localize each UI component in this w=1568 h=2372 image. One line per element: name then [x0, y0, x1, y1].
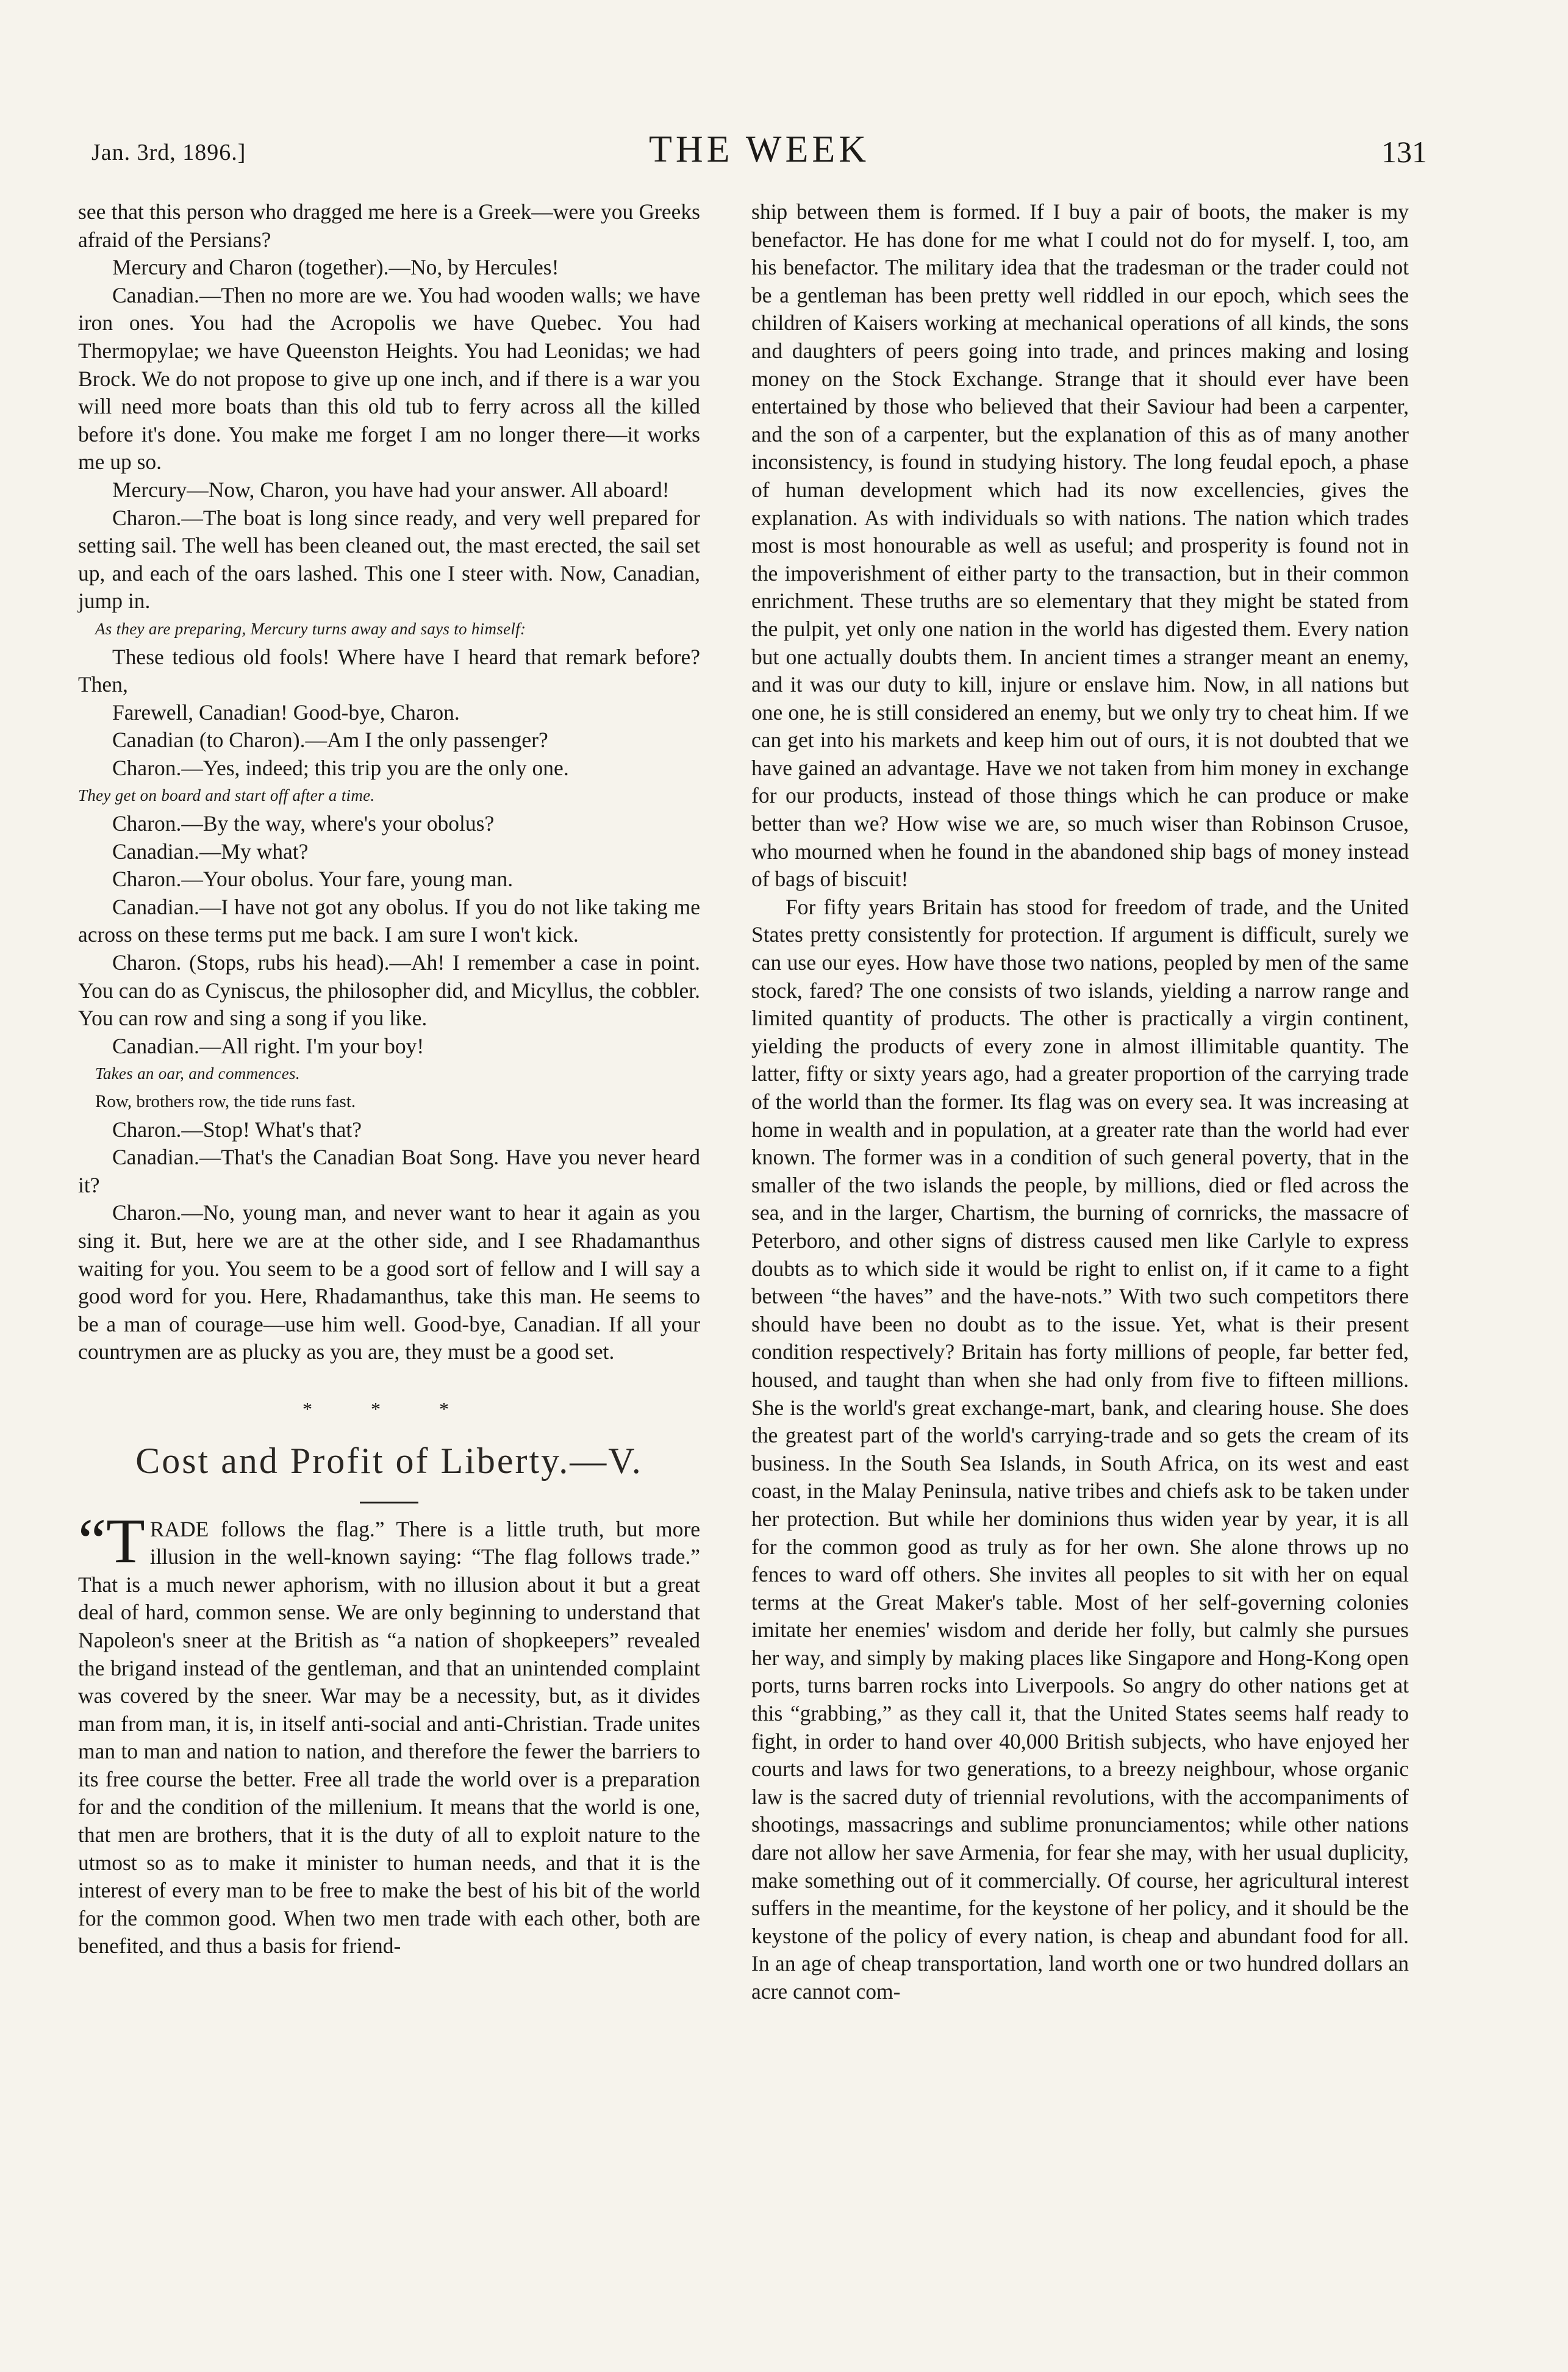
dialogue-line: Mercury—Now, Charon, you have had your answer. All aboard! — [112, 477, 670, 502]
issue-date: Jan. 3rd, 1896.] — [91, 140, 246, 165]
dialogue-line: Canadian.—Then no more are we. You had wooden walls; we have iron ones. You had the Acropolis we have Quebec. You had Thermopylae; we have Queenston Heights. You had Leonidas; we had Brock. We do not propose to give up one inch, and if there is a war you will need more boats than this old tub to ferry across all the killed before it's done. You make me forget I am no longer there—it works me up so. — [78, 282, 700, 475]
dialogue-line: Charon.—The boat is long since ready, and very well prepared for setting sail. The well has been cleaned out, the mast erected, the sail set up, and each of the oars lashed. This one I steer with. Now, Canadian, jump in. — [78, 505, 700, 614]
dialogue-line: Charon.—No, young man, and never want to hear it again as you sing it. But, here we are at the other side, and I see Rhadamanthus waiting for you. You seem to be a good sort of fellow and I will say a good word for you. Here, Rhadamanthus, take this man. He seems to be a man of courage—use him well. Good-bye, Canadian. If all your countrymen are as plucky as you are, they must be a good set. — [78, 1200, 700, 1364]
dialogue-line: Charon.—Yes, indeed; this trip you are the only one. — [112, 755, 569, 780]
dialogue-line: Charon.—Your obolus. Your fare, young man. — [112, 867, 514, 892]
article-opening-paragraph — [78, 1505, 700, 1961]
right-column — [751, 198, 1409, 2006]
dialogue-line: Canadian.—All right. I'm your boy! — [112, 1033, 424, 1058]
article-opening-text: RADE follows the flag.” There is a little truth, but more illusion in the well-known saying: “The flag follows trade.” That is a much newer aphorism, with no illusion about it but a great deal of hard, common sense. We are only beginning to understand that Napoleon's sneer at the British as “a nation of shopkeepers” revealed the brigand instead of the gentleman, and that an unintended complaint was covered by the sneer. War may be a necessity, but, as it divides man from man, it is, in itself anti-social and anti-Christian. Trade unites man to man and nation to nation, and therefore the fewer the barriers to its free course the better. Free all trade the world over is a preparation for and the condition of the millenium. It means that the world is one, that men are brothers, that it is the duty of all to exploit nature to the utmost so as to make it minister to human needs, and that it is the interest of every man to be free to make the best of his bit of the world for the common good. When two men trade with each other, both are benefited, and thus a basis for friend- — [78, 1516, 700, 1958]
section-dinkus: * * * — [303, 1397, 476, 1420]
masthead-title: THE WEEK — [649, 129, 870, 170]
left-column — [78, 198, 700, 1960]
page-number: 131 — [1381, 135, 1427, 169]
dialogue-line: Canadian (to Charon).—Am I the only passenger? — [112, 728, 548, 753]
stage-direction: They get on board and start off after a time. — [78, 786, 375, 805]
dialogue-line: Canadian.—I have not got any obolus. If you do not like taking me across on these terms put me back. I am sure I won't kick. — [78, 894, 700, 947]
dialogue-line: Canadian.—My what? — [112, 839, 309, 864]
dialogue-line: Charon.—Stop! What's that? — [112, 1117, 362, 1142]
dialogue-line: Mercury and Charon (together).—No, by Hercules! — [112, 255, 559, 280]
dialogue-line: Charon. (Stops, rubs his head).—Ah! I remember a case in point. You can do as Cyniscus, the philosopher did, and Micyllus, the cobbler. You can row and sing a song if you like. — [78, 950, 700, 1031]
stage-direction: Takes an oar, and commences. — [95, 1064, 300, 1083]
stage-direction: As they are preparing, Mercury turns away and says to himself: — [95, 619, 526, 638]
song-line: Row, brothers row, the tide runs fast. — [95, 1092, 356, 1111]
dialogue-line: These tedious old fools! Where have I heard that remark before? Then, — [78, 644, 700, 697]
article-paragraph: ship between them is formed. If I buy a pair of boots, the maker is my benefactor. He has done for me what I could not do for myself. I, too, am his benefactor. The military idea that the tradesman or the trader could not be a gentleman has been pretty well riddled in our epoch, which sees the children of Kaisers working at mechanical operations of all kinds, the sons and daughters of peers going into trade, and princes making and losing money on the Stock Exchange. Strange that it should ever have been entertained by those who believed that their Saviour had been a carpenter, and the son of a carpenter, but the explanation of this as of many another inconsistency, is found in studying history. The long feudal epoch, a phase of human development which had its now excellencies, gives the explanation. As with individuals so with nations. The nation which trades most is most honourable as well as useful; and prosperity is found not in the impoverishment of either party to the transaction, but in their common enrichment. These truths are so elementary that they might be stated from the pulpit, yet only one nation in the world has digested them. Every nation but one actually doubts them. In ancient times a stranger meant an enemy, and it was our duty to kill, injure or enslave him. Now, in all nations but one one, he is still considered an enemy, but we only try to cheat him. If we can get into his markets and keep him out of ours, it is not doubted that we have gained an advantage. Have we not taken from him money in exchange for our products, instead of those things which he can produce or make better than we? How wise we are, so much wiser than Robinson Crusoe, who mourned when he found in the abandoned ship bags of money instead of bags of biscuit! — [751, 199, 1409, 892]
dialogue-line: Charon.—By the way, where's your obolus? — [112, 811, 495, 836]
drop-cap: “T — [78, 1505, 145, 1576]
article-title: Cost and Profit of Liberty.—V. — [135, 1440, 643, 1481]
article-paragraph: For fifty years Britain has stood for freedom of trade, and the United States pretty consistently for protection. If argument is difficult, surely we can use our eyes. How have those two nations, peopled by men of the same stock, fared? The one consists of two islands, yielding a narrow range and limited quantity of products. The other is practically a virgin continent, yielding the products of every zone in almost illimitable quantity. The latter, fifty or sixty years ago, had a greater proportion of the carrying trade of the world than the former. Its flag was on every sea. It was increasing at home in wealth and in population, at a greater rate than the world had ever known. The former was in a condition of such general poverty, that in the smaller of the two islands the people, by millions, died or fled across the sea, and in the larger, Chartism, the burning of cornricks, the massacre of Peterboro, and other signs of distress caused men like Carlyle to express doubts as to which side it would be right to enlist on, if it came to a fight between “the haves” and the have-nots.” With two such competitors there should have been no doubt as to the issue. Yet, what is their present condition respectively? Britain has forty millions of people, far better fed, housed, and taught than when she had only from five to fifteen millions. She is the world's great exchange-mart, bank, and clearing house. She does the greatest part of the world's carrying-trade and so gets the cream of its business. In the South Sea Islands, in South Africa, on its west and east coast, in the Malay Peninsula, native tribes and chiefs ask to be taken under her protection. But while her dominions thus widen year by year, it is all for the common good as truly as for her own. She alone throws up no fences to ward off others. She invites all peoples to sit with her on equal terms at the Great Maker's table. Most of her self-governing colonies imitate her enemies' wisdom and deride her folly, but calmly she pursues her way, and simply by making places like Singapore and Hong-Kong open ports, turns barren rocks into Liverpools. So angry do other nations get at this “grabbing,” as they call it, that the United States seems half ready to fight, in order to hand over 40,000 British subjects, who have enjoyed her courts and laws for two generations, to a breezy neighbour, whose organic law is the sacred duty of triennial revolutions, with the accompaniments of shootings, massacrings and sublime pronunciamentos; while other nations dare not allow her save Armenia, for fear she may, with her usual duplicity, make something out of it commercially. Of course, her agricultural interest suffers in the meantime, for the keystone of her policy, and it should be the keystone of the policy of every nation, is cheap and abundant food for all. In an age of cheap transportation, land worth one or two hundred dollars an acre cannot com- — [751, 894, 1409, 2004]
dialogue-line: Farewell, Canadian! Good-bye, Charon. — [112, 700, 460, 725]
dialogue-line: see that this person who dragged me here is a Greek—were you Greeks afraid of the Persians? — [78, 199, 700, 252]
dialogue-line: Canadian.—That's the Canadian Boat Song. Have you never heard it? — [78, 1145, 700, 1197]
running-head — [91, 128, 1427, 183]
title-rule — [360, 1502, 418, 1503]
